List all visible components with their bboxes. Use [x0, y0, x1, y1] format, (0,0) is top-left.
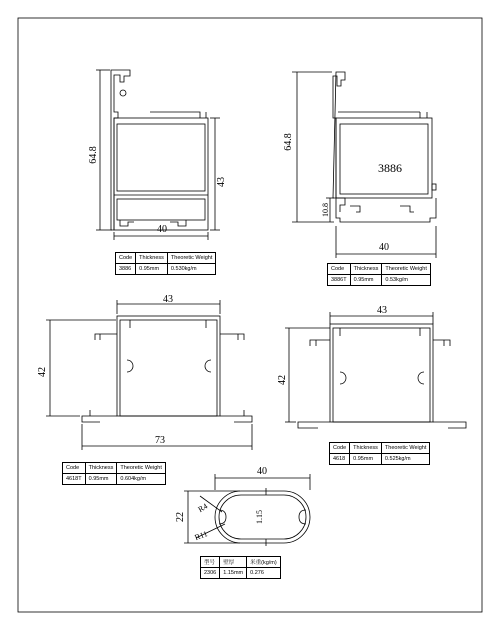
- spec-cell-thickness: 0.95mm: [85, 474, 117, 485]
- dim-2306-r-large: R11: [193, 529, 209, 543]
- spec-cell-weight: 0.604kg/m: [117, 474, 165, 485]
- spec-table-3886t: [327, 263, 431, 286]
- page-border: [18, 18, 482, 612]
- dim-4618-top: 43: [377, 305, 387, 316]
- spec-header-thickness: Thickness: [350, 443, 382, 454]
- profile-4618t-drawing: [46, 300, 252, 450]
- dim-2306-height: 22: [175, 512, 186, 522]
- spec-cell-weight: 0.276: [247, 568, 281, 579]
- profile-3886t-drawing: [292, 72, 436, 258]
- spec-header-thickness: Thickness: [350, 264, 382, 275]
- spec-cell-model: 2306: [201, 568, 220, 579]
- dim-3886-width: 40: [157, 224, 167, 235]
- dim-3886t-width: 40: [379, 242, 389, 253]
- spec-cell-code: 3886T: [328, 275, 351, 286]
- spec-header-thickness: Thickness: [136, 253, 168, 264]
- spec-table-3886: [115, 252, 216, 275]
- spec-header-code: Code: [330, 443, 350, 454]
- spec-cell-weight: 0.525kg/m: [381, 454, 429, 465]
- spec-cell-thickness: 0.95mm: [136, 264, 168, 275]
- spec-header-weight: Theoretic Weight: [381, 443, 429, 454]
- spec-table-4618t: [62, 462, 166, 485]
- dim-4618t-bottom: 73: [155, 435, 165, 446]
- dim-4618-height: 42: [277, 375, 288, 385]
- spec-header-weight: 米重(kg/m): [247, 557, 281, 568]
- dim-3886t-lip: 10.8: [321, 203, 330, 217]
- spec-cell-weight: 0.53kg/m: [382, 275, 430, 286]
- dim-3886t-height: 64.8: [283, 133, 294, 151]
- spec-header-weight: Theoretic Weight: [382, 264, 430, 275]
- spec-header-code: Code: [328, 264, 351, 275]
- profile-3886-drawing: [96, 70, 220, 240]
- spec-cell-thickness: 0.95mm: [350, 454, 382, 465]
- profile-3886t-label: 3886: [378, 161, 402, 175]
- dim-2306-thickness: 1.15: [255, 510, 264, 524]
- spec-header-code: Code: [63, 463, 86, 474]
- spec-cell-code: 4618: [330, 454, 350, 465]
- spec-table-2306: [200, 556, 281, 579]
- dim-3886-inner-height: 43: [216, 177, 227, 187]
- spec-cell-wall: 1.15mm: [220, 568, 247, 579]
- spec-cell-code: 4618T: [63, 474, 86, 485]
- dim-2306-width: 40: [257, 466, 267, 477]
- spec-cell-weight: 0.530kg/m: [167, 264, 215, 275]
- spec-header-weight: Theoretic Weight: [117, 463, 165, 474]
- spec-cell-thickness: 0.95mm: [350, 275, 382, 286]
- profile-4618-drawing: [285, 312, 466, 428]
- spec-header-thickness: Thickness: [85, 463, 117, 474]
- dim-4618t-height: 42: [37, 367, 48, 377]
- dim-3886-height: 64.8: [88, 146, 99, 164]
- spec-header-code: Code: [116, 253, 136, 264]
- spec-table-4618: [329, 442, 430, 465]
- spec-cell-code: 3886: [116, 264, 136, 275]
- dim-2306-r-small: R4: [196, 501, 210, 515]
- spec-header-wall: 壁厚: [220, 557, 247, 568]
- spec-header-model: 型号: [201, 557, 220, 568]
- spec-header-weight: Theoretic Weight: [167, 253, 215, 264]
- dim-4618t-top: 43: [163, 294, 173, 305]
